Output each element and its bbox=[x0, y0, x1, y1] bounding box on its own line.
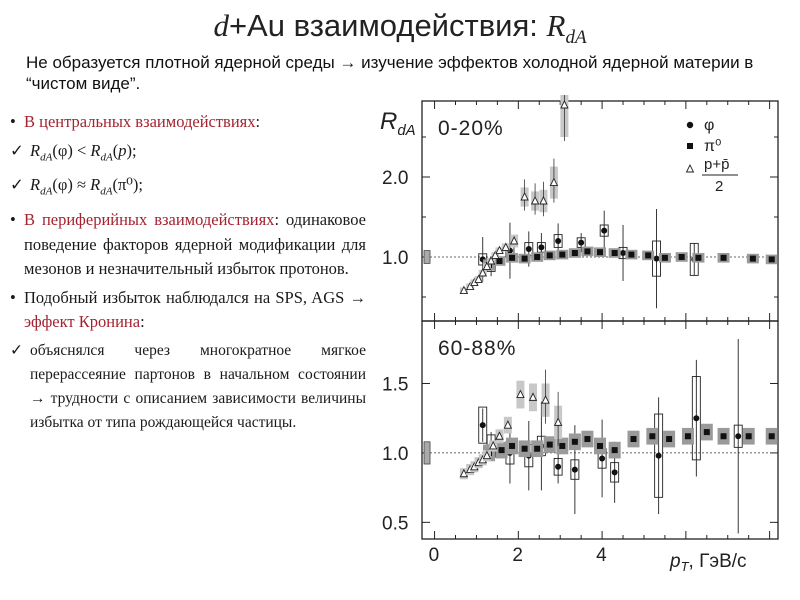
y-tick-label: 2.0 bbox=[382, 168, 409, 189]
pi0-marker bbox=[547, 252, 553, 258]
y-tick-label: 1.0 bbox=[382, 443, 409, 465]
pi0-marker bbox=[559, 252, 565, 258]
pi0-marker bbox=[547, 442, 553, 448]
r-subscript: dA bbox=[40, 150, 53, 163]
pi0-marker bbox=[721, 433, 727, 439]
pi0-marker bbox=[534, 446, 540, 452]
pi0-marker bbox=[649, 433, 655, 439]
pi0-marker bbox=[584, 436, 590, 442]
centrality-label: 60-88% bbox=[438, 337, 517, 360]
paren: (π⁰); bbox=[112, 175, 144, 195]
paren: ( bbox=[112, 140, 119, 160]
subtitle: Не образуется плотной ядерной среды → изучение эффектов холодной ядерной материи в “чистом виде”. bbox=[26, 53, 754, 93]
explanation-text: объяснялся через многократное мягкое перерассеяние партонов в начальном состоянии → трудности с описанием зависимости величины избытка от типа рождающейся частицы. bbox=[30, 341, 366, 431]
x-tick-label: 4 bbox=[596, 545, 607, 566]
r-symbol: R bbox=[30, 140, 41, 160]
normalization-box bbox=[424, 442, 430, 464]
phi-marker bbox=[599, 455, 605, 461]
r-subscript: dA bbox=[100, 185, 113, 198]
pi0-marker bbox=[572, 250, 578, 256]
pi0-marker bbox=[522, 446, 528, 452]
phi-marker bbox=[526, 246, 532, 252]
slide-title bbox=[0, 8, 800, 49]
legend-fraction-denominator: 2 bbox=[715, 178, 724, 195]
pi0-marker bbox=[522, 256, 528, 262]
check-item-phi-p bbox=[10, 139, 366, 170]
pi0-marker bbox=[695, 255, 701, 261]
bullet-list bbox=[10, 110, 366, 435]
pi0-marker bbox=[662, 255, 668, 261]
pi0-marker bbox=[704, 429, 710, 435]
r-symbol: R bbox=[90, 140, 101, 160]
phi-marker bbox=[620, 250, 626, 256]
pi0-marker bbox=[597, 443, 603, 449]
r-symbol: R bbox=[90, 175, 101, 195]
bullet-central bbox=[10, 110, 366, 135]
relation-text: (φ) < bbox=[52, 140, 91, 160]
pi0-marker bbox=[769, 433, 775, 439]
pi0-marker bbox=[666, 436, 672, 442]
pi0-marker bbox=[612, 250, 618, 256]
r-subscript: dA bbox=[40, 185, 53, 198]
phi-marker bbox=[555, 464, 561, 470]
y-tick-label: 1.5 bbox=[382, 374, 409, 396]
bullet-dot-icon: • bbox=[10, 287, 16, 307]
phi-marker bbox=[572, 467, 578, 473]
y-tick-label: 1.0 bbox=[382, 248, 409, 269]
pi0-marker bbox=[685, 433, 691, 439]
legend-pi0-marker bbox=[687, 143, 693, 149]
phi-marker bbox=[601, 228, 607, 234]
legend-phi-label: φ bbox=[704, 117, 715, 134]
pi0-marker bbox=[534, 254, 540, 260]
phi-marker bbox=[538, 244, 544, 250]
pi0-marker bbox=[496, 258, 502, 264]
pi0-marker bbox=[631, 436, 637, 442]
normalization-box bbox=[424, 251, 430, 264]
bullet-cronin-text: Подобный избыток наблюдался на SPS, AGS → bbox=[24, 287, 366, 307]
phi-marker bbox=[612, 469, 618, 475]
check-item-explanation bbox=[10, 339, 366, 435]
title-text: +Au взаимодействия: bbox=[228, 8, 547, 43]
pi0-marker bbox=[499, 447, 505, 453]
y-tick-label: 0.5 bbox=[382, 513, 409, 535]
pi0-marker bbox=[746, 433, 752, 439]
pi0-marker bbox=[628, 252, 634, 258]
centrality-label: 0-20% bbox=[438, 117, 504, 140]
y-axis-label: $R_{dA}$ bbox=[380, 108, 416, 139]
phi-marker bbox=[578, 240, 584, 246]
check-item-phi-pi0 bbox=[10, 173, 366, 204]
pi0-marker bbox=[584, 248, 590, 254]
phi-marker bbox=[555, 238, 561, 244]
bullet-peripheral bbox=[10, 208, 366, 282]
phi-marker bbox=[735, 433, 741, 439]
bullet-peripheral-text: : одинаковое поведение факторов ядерной модификации для мезонов и незначительный избыток протонов. bbox=[24, 210, 366, 279]
phi-marker bbox=[693, 415, 699, 421]
x-tick-label: 0 bbox=[428, 545, 440, 566]
checkmark-icon: ✓ bbox=[10, 140, 24, 160]
pi0-marker bbox=[769, 256, 775, 262]
phi-marker bbox=[654, 256, 660, 262]
paren: ); bbox=[126, 140, 137, 160]
phi-marker bbox=[480, 422, 486, 428]
r-subscript: dA bbox=[100, 150, 113, 163]
pi0-marker bbox=[572, 439, 578, 445]
pi0-marker bbox=[645, 252, 651, 258]
legend-proton-label: p+p̄ bbox=[704, 156, 730, 173]
legend-phi-marker bbox=[687, 122, 693, 128]
x-axis-label: $p_T$, ГэВ/c bbox=[670, 551, 747, 574]
bullet-dot-icon: • bbox=[10, 210, 16, 230]
phi-marker bbox=[656, 453, 662, 459]
pi0-marker bbox=[721, 255, 727, 261]
cronin-effect-label: эффект Кронина bbox=[24, 312, 141, 332]
legend-pi0-label: π⁰ bbox=[704, 138, 722, 155]
bullet-cronin bbox=[10, 286, 366, 335]
pi0-marker bbox=[509, 255, 515, 261]
pi0-marker bbox=[679, 254, 685, 260]
pi0-marker bbox=[750, 256, 756, 262]
colon: : bbox=[140, 312, 145, 332]
colon: : bbox=[255, 112, 261, 131]
pi0-marker bbox=[597, 249, 603, 255]
title-r: R bbox=[546, 8, 566, 43]
pi0-marker bbox=[559, 443, 565, 449]
proton-symbol: p bbox=[118, 140, 127, 160]
relation-text: (φ) ≈ bbox=[52, 175, 91, 195]
bullet-dot-icon: • bbox=[10, 112, 16, 131]
title-var: d bbox=[213, 8, 229, 43]
r-symbol: R bbox=[30, 175, 41, 195]
pi0-marker bbox=[509, 443, 515, 449]
title-sub: dA bbox=[565, 27, 587, 49]
bullet-peripheral-label: В периферийных взаимодействиях bbox=[24, 210, 275, 230]
checkmark-icon: ✓ bbox=[10, 341, 23, 359]
bullet-central-label: В центральных взаимодействиях bbox=[24, 112, 256, 131]
pi0-marker bbox=[612, 447, 618, 453]
x-tick-label: 2 bbox=[512, 545, 523, 566]
rda-chart bbox=[370, 95, 790, 590]
checkmark-icon: ✓ bbox=[10, 175, 24, 195]
legend-proton-marker bbox=[687, 165, 694, 172]
